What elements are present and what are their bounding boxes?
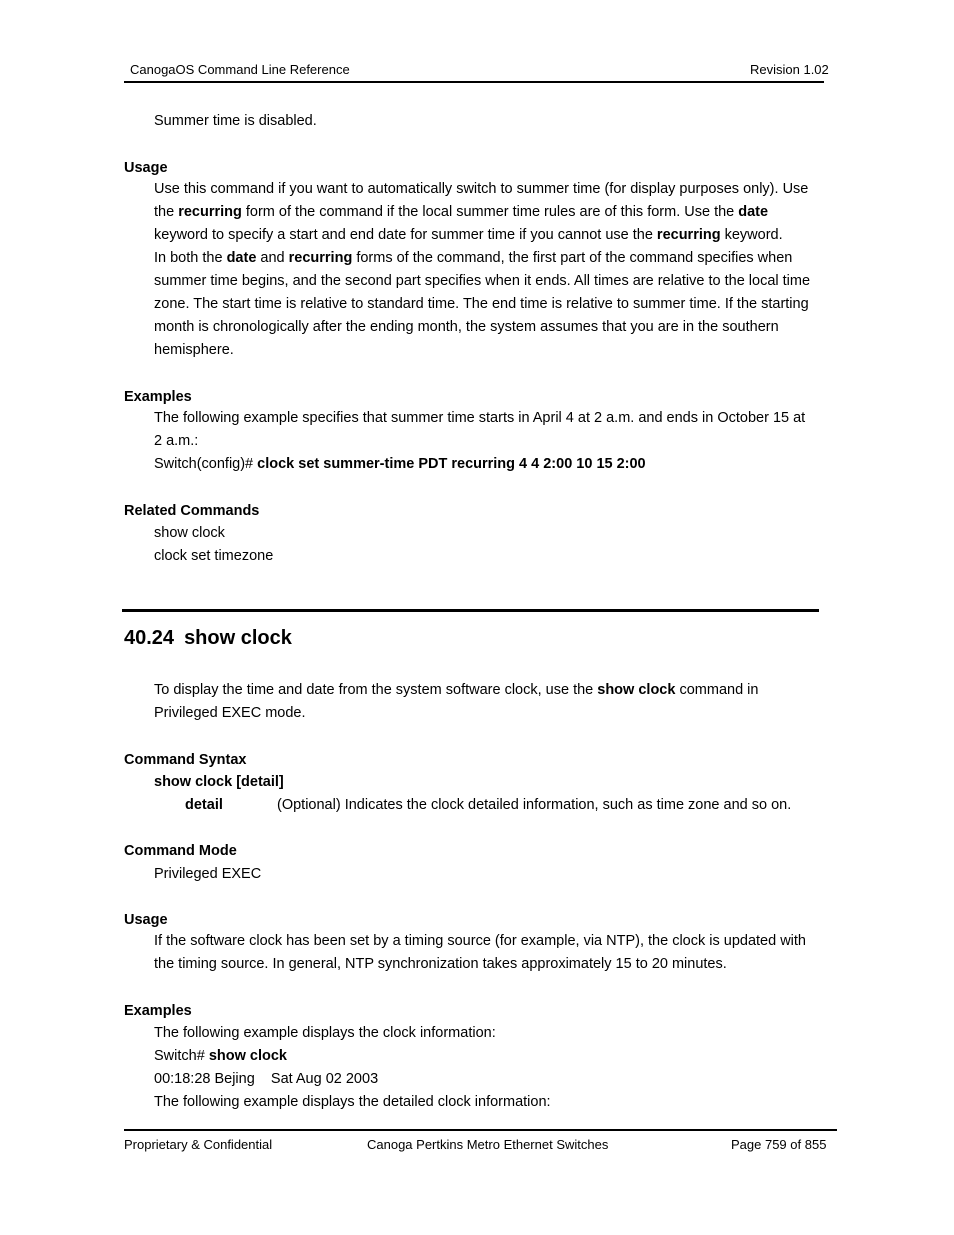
usage-heading-2: Usage (124, 912, 168, 928)
usage-line: summer time begins, and the second part specifies when it ends. All times are relative to the local time (154, 273, 811, 289)
command-mode-value: Privileged EXEC (154, 866, 262, 882)
usage-line: If the software clock has been set by a timing source (for example, via NTP), the clock is updated with (154, 933, 806, 949)
usage-line: month is chronologically after the ending month, the system assumes that you are in the southern (154, 319, 779, 335)
examples-paragraph-2 (154, 1022, 822, 1114)
usage-line: zone. The start time is relative to standard time. The end time is relative to summer time. If the starting (154, 296, 809, 312)
header-rule (124, 81, 824, 83)
example-line: The following example displays the clock information: (154, 1025, 496, 1041)
param-description: (Optional) Indicates the clock detailed information, such as time zone and so on. (277, 797, 792, 813)
usage-line: Use this command if you want to automatically switch to summer time (for display purposes only). Use (154, 181, 809, 197)
summer-time-status-text: Summer time is disabled. (154, 113, 317, 129)
usage-line: hemisphere. (154, 342, 234, 358)
command-syntax: show clock [detail] (154, 774, 284, 790)
usage-heading: Usage (124, 160, 168, 176)
usage-line: In both the date and recurring forms of the command, the first part of the command specifies when (154, 250, 793, 266)
header-title: CanogaOS Command Line Reference (130, 62, 350, 77)
header-revision: Revision 1.02 (750, 62, 829, 77)
usage-line: the recurring form of the command if the local summer time rules are of this form. Use the date (154, 204, 769, 220)
usage-paragraph-2 (154, 930, 822, 976)
param-name: detail (185, 797, 223, 813)
intro-line: To display the time and date from the system software clock, use the show clock command in (154, 682, 759, 698)
usage-paragraph (154, 178, 822, 362)
example-command-line: Switch# show clock (154, 1048, 287, 1064)
section-rule (122, 609, 819, 612)
command-syntax-heading: Command Syntax (124, 752, 247, 768)
example-line: 2 a.m.: (154, 433, 199, 449)
examples-heading: Examples (124, 389, 192, 405)
examples-paragraph (154, 407, 822, 476)
intro-paragraph (154, 679, 822, 725)
section-title: 40.24 show clock (124, 627, 292, 649)
example-line: The following example specifies that summer time starts in April 4 at 2 a.m. and ends in October 15 at (154, 410, 806, 426)
related-command-show-clock: show clock (154, 525, 225, 541)
example-output-line: 00:18:28 Bejing Sat Aug 02 2003 (154, 1071, 379, 1087)
related-commands-list (154, 522, 822, 568)
command-mode-heading: Command Mode (124, 843, 237, 859)
example-command-line: Switch(config)# clock set summer-time PDT recurring 4 4 2:00 10 15 2:00 (154, 456, 646, 472)
footer-rule (124, 1129, 837, 1131)
usage-line: keyword to specify a start and end date for summer time if you cannot use the recurring keyword. (154, 227, 783, 243)
example-line: The following example displays the detailed clock information: (154, 1094, 551, 1110)
intro-line: Privileged EXEC mode. (154, 705, 306, 721)
footer-company: Canoga Pertkins Metro Ethernet Switches (367, 1137, 609, 1152)
footer-confidential: Proprietary & Confidential (124, 1137, 273, 1152)
examples-heading-2: Examples (124, 1003, 192, 1019)
usage-line: the timing source. In general, NTP synchronization takes approximately 15 to 20 minutes. (154, 956, 727, 972)
related-commands-heading: Related Commands (124, 503, 260, 519)
page-number: Page 759 of 855 (731, 1137, 827, 1152)
related-command-clock-set-timezone: clock set timezone (154, 548, 274, 564)
